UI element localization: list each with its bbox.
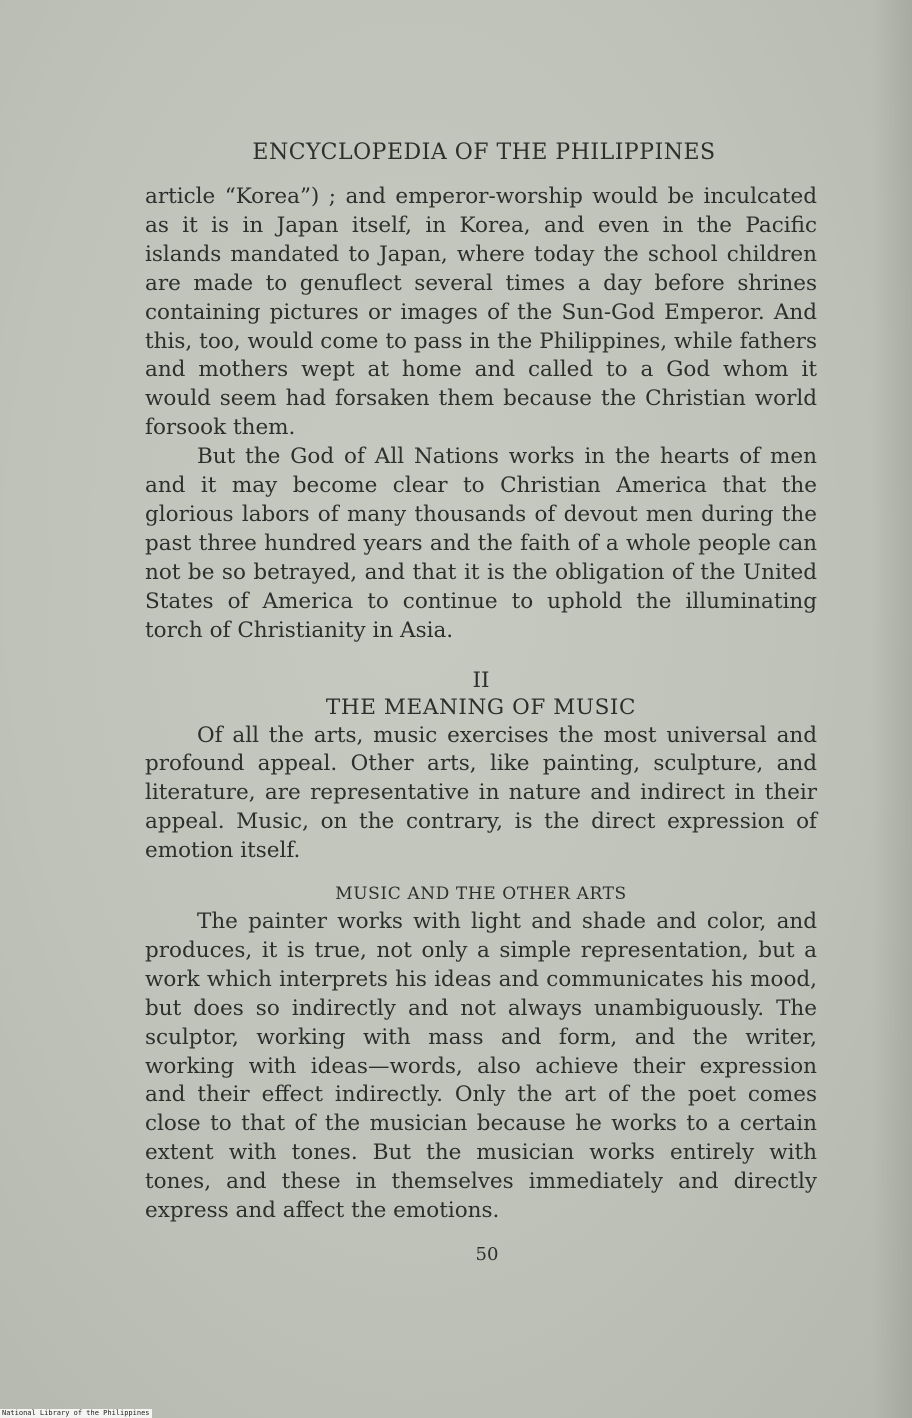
- library-credit: National Library of the Philippines: [2, 1409, 150, 1417]
- body-paragraph-2: But the God of All Nations works in the hearts of men and it may become clear to Christian America that the glorious labors of many thousands of devout men during the past three hundred years and the faith of a whole people can not be so betrayed, and that it is the obligation of the United States of America to continue to uphold the illuminating torch of Christianity in Asia.: [145, 444, 817, 643]
- text-block: [145, 140, 817, 1265]
- section-paragraph-1: Of all the arts, music exercises the most universal and profound appeal. Other arts, like painting, sculpture, and literature, are representative in nature and indirect in their appeal. Music, on the contrary, is the direct expression of emotion itself.: [145, 722, 817, 864]
- page-number: 50: [475, 1244, 499, 1265]
- body-paragraph-1: article “Korea”) ; and emperor-worship would be inculcated as it is in Japan itself, in Korea, and even in the Pacific islands mandated to Japan, where today the school children are made to genuflect several times a day before shrines containing pictures or images of the Sun-God Emperor. And this, too, would come to pass in the Philippines, while fathers and mothers wept at home and called to a God whom it would seem had forsaken them because the Christian world forsook them.: [145, 184, 817, 441]
- subsection-paragraph-1: The painter works with light and shade and color, and produces, it is true, not only a simple representation, but a work which interprets his ideas and communicates his mood, but does so indirectly and not always unambiguously. The sculptor, working with mass and form, and the writer, working with ideas—words, also achieve their expression and their effect indirectly. Only the art of the poet comes close to that of the musician because he works to a certain extent with tones. But the musician works entirely with tones, and these in themselves immediately and directly express and affect the emotions.: [145, 909, 817, 1224]
- page-edge-shadow: [872, 0, 912, 1418]
- section-title: THE MEANING OF MUSIC: [325, 694, 637, 720]
- section-number: II: [472, 667, 490, 693]
- subsection-title: MUSIC AND THE OTHER ARTS: [335, 884, 627, 905]
- running-head: ENCYCLOPEDIA OF THE PHILIPPINES: [252, 140, 716, 165]
